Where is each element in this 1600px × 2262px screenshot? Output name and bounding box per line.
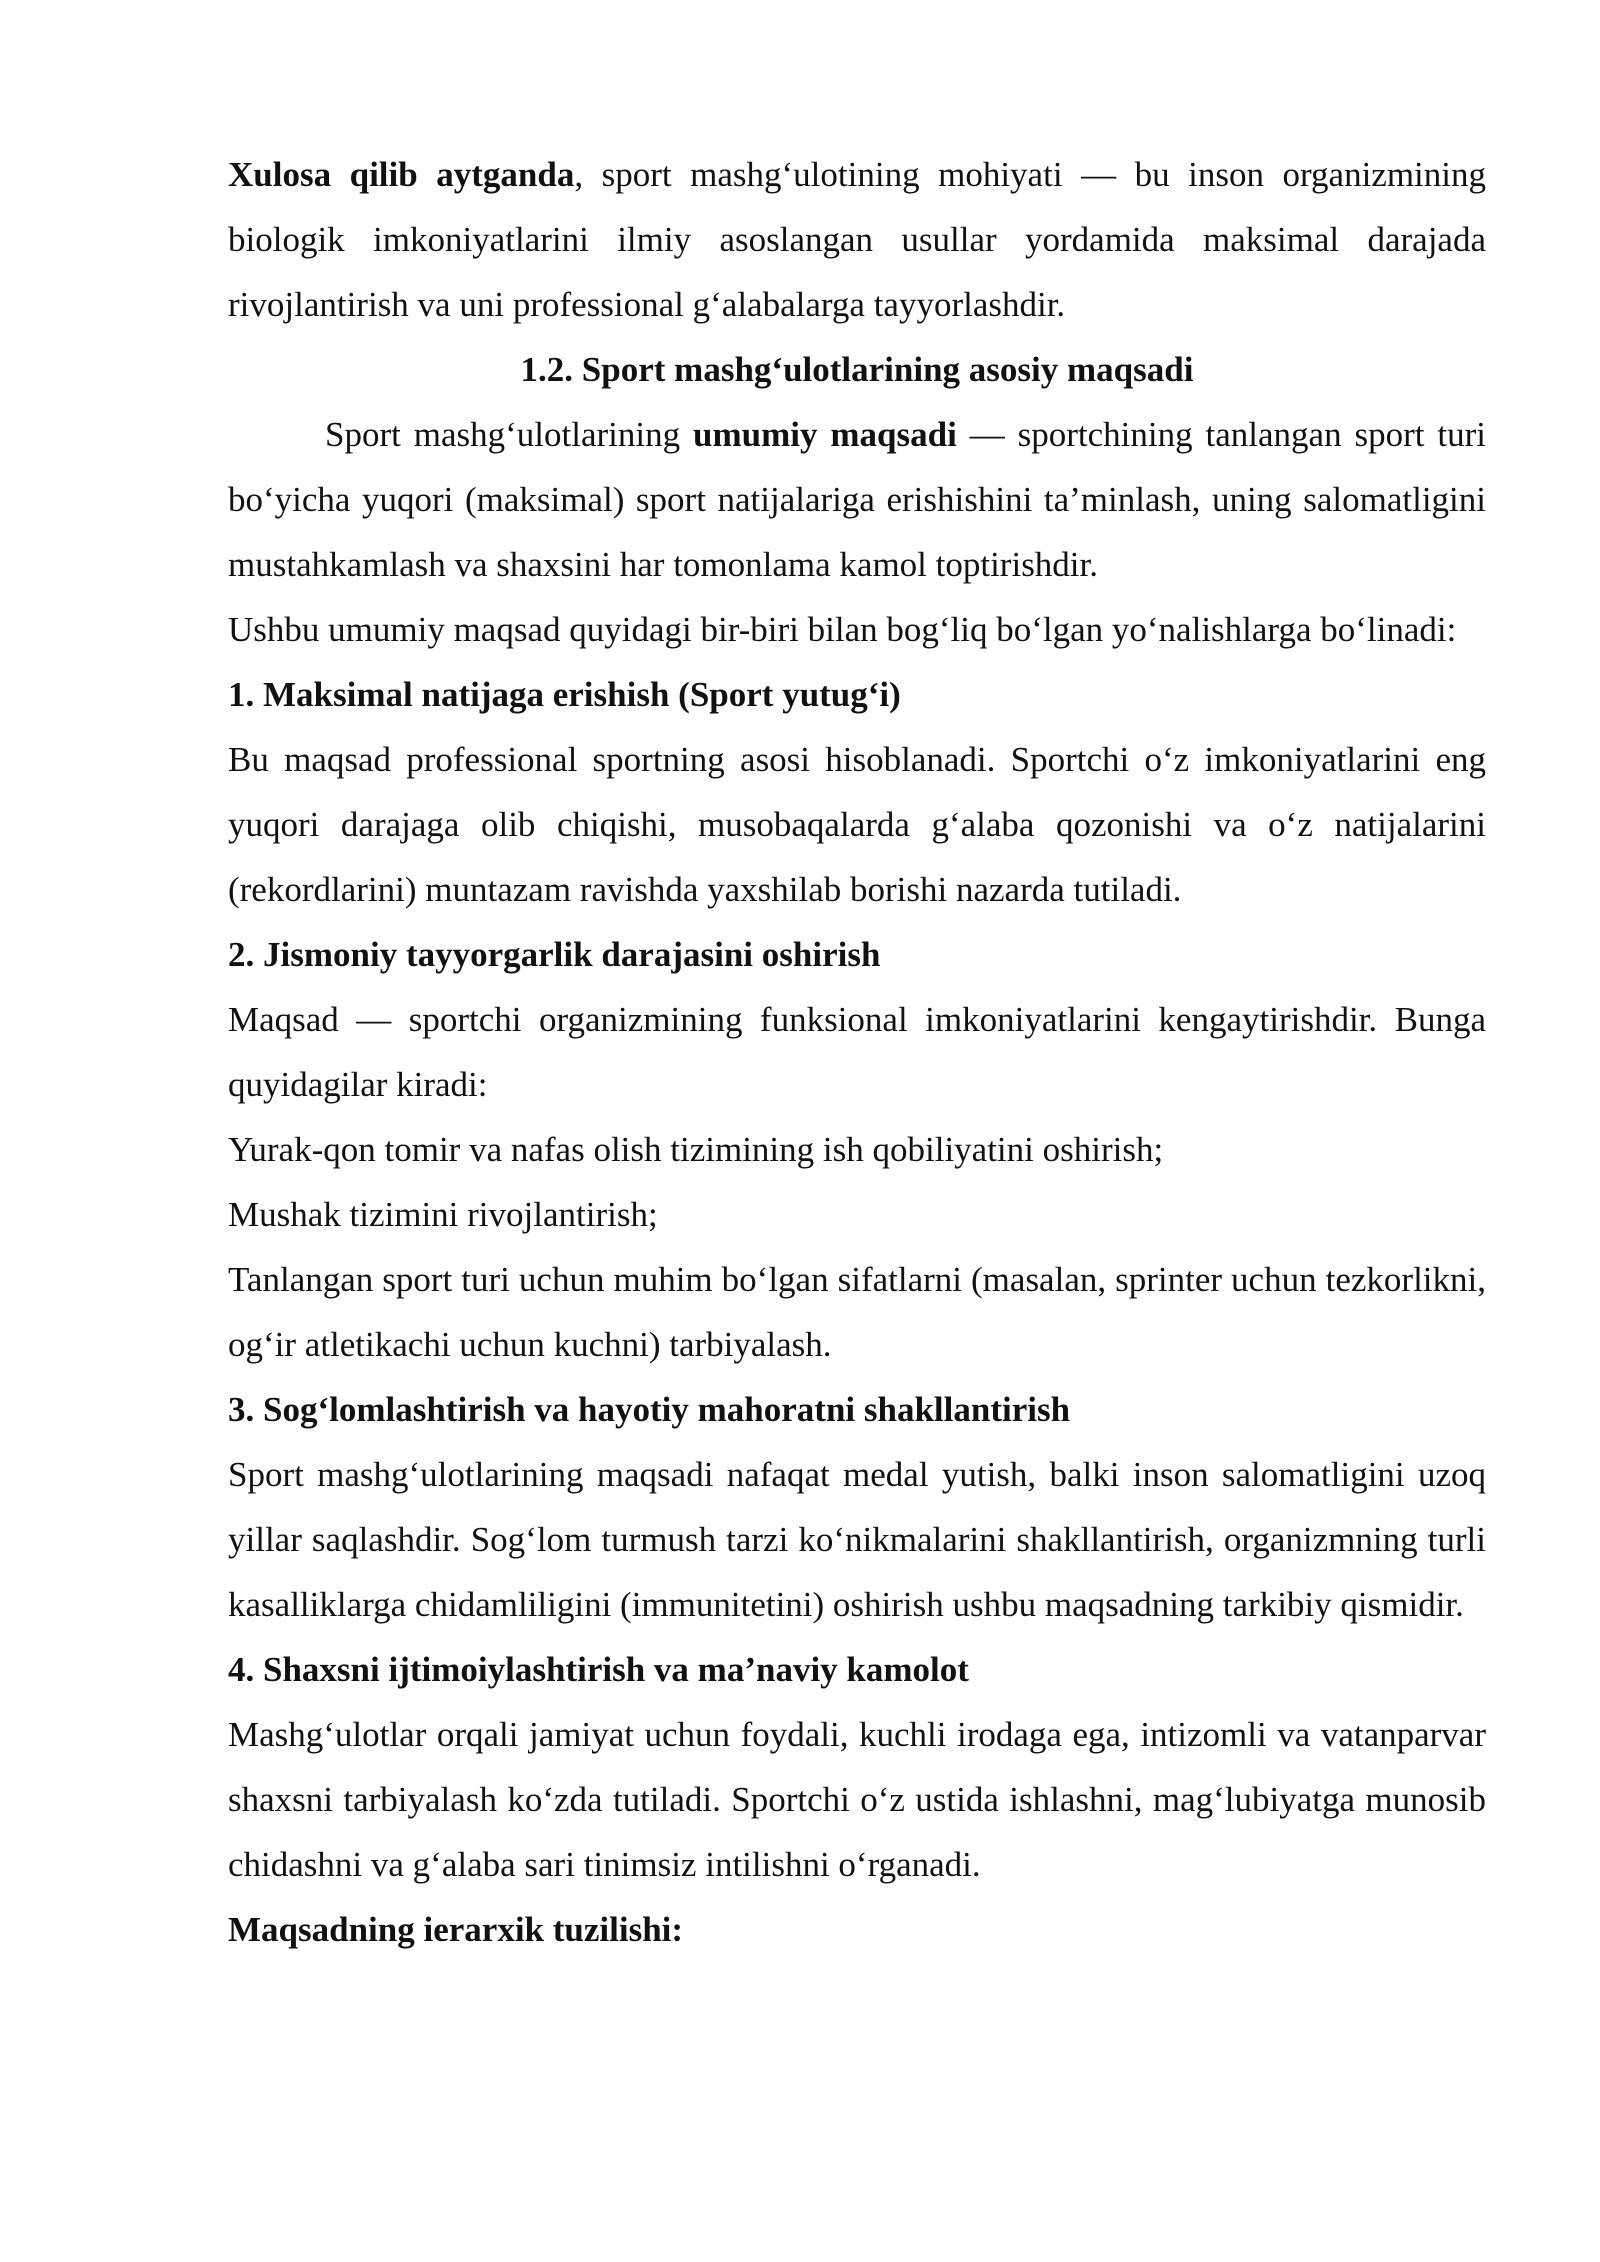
document-page (228, 142, 1486, 1962)
goal-2-list-item: Yurak-qon tomir va nafas olish tizimining ish qobiliyatini oshirish; (228, 1130, 1164, 1169)
goal-3-heading: 3. Sog‘lomlashtirish va hayotiy mahoratni shakllantirish (228, 1390, 1071, 1429)
general-goal-after: — sportchining tanlangan sport turi bo‘yicha yuqori (maksimal) sport natijalariga erishishini ta’minlash, uning salomatligini mustahkamlash va shaxsini har tomonlama kamol toptirishdir. (228, 415, 1486, 584)
goal-2-list-item: Tanlangan sport turi uchun muhim bo‘lgan sifatlarni (masalan, sprinter uchun tezkorlikni, og‘ir atletikachi uchun kuchni) tarbiyalash. (228, 1260, 1486, 1364)
general-goal-bold: umumiy maqsadi (693, 415, 957, 454)
intro-paragraph (228, 142, 1486, 337)
closing-heading: Maqsadning ierarxik tuzilishi: (228, 1910, 684, 1949)
division-paragraph: Ushbu umumiy maqsad quyidagi bir-biri bilan bog‘liq bo‘lgan yo‘nalishlarga bo‘linadi: (228, 610, 1457, 649)
goal-2-paragraph: Maqsad — sportchi organizmining funksional imkoniyatlarini kengaytirishdir. Bunga quyidagilar kiradi: (228, 1000, 1486, 1104)
goal-4-heading: 4. Shaxsni ijtimoiylashtirish va ma’naviy kamolot (228, 1650, 969, 1689)
goal-4-paragraph: Mashg‘ulotlar orqali jamiyat uchun foydali, kuchli irodaga ega, intizomli va vatanparvar shaxsni tarbiyalash ko‘zda tutiladi. Sportchi o‘z ustida ishlashni, mag‘lubiyatga munosib chidashni va g‘alaba sari tinimsiz intilishni o‘rganadi. (228, 1715, 1486, 1884)
section-title: 1.2. Sport mashg‘ulotlarining asosiy maqsadi (520, 350, 1194, 389)
intro-bold-lead: Xulosa qilib aytganda (228, 155, 575, 194)
general-goal-paragraph (228, 402, 1486, 597)
goal-3-paragraph: Sport mashg‘ulotlarining maqsadi nafaqat medal yutish, balki inson salomatligini uzoq yillar saqlashdir. Sog‘lom turmush tarzi ko‘nikmalarini shakllantirish, organizmning turli kasalliklarga chidamliligini (immunitetini) oshirish ushbu maqsadning tarkibiy qismidir. (228, 1455, 1486, 1624)
goal-1-paragraph: Bu maqsad professional sportning asosi hisoblanadi. Sportchi o‘z imkoniyatlarini eng yuqori darajaga olib chiqishi, musobaqalarda g‘alaba qozonishi va o‘z natijalarini (rekordlarini) muntazam ravishda yaxshilab borishi nazarda tutiladi. (228, 740, 1486, 909)
goal-1-heading: 1. Maksimal natijaga erishish (Sport yutug‘i) (228, 675, 901, 714)
goal-2-heading: 2. Jismoniy tayyorgarlik darajasini oshirish (228, 935, 881, 974)
intro-text: , sport mashg‘ulotining mohiyati — bu inson organizmining biologik imkoniyatlarini ilmiy asoslangan usullar yordamida maksimal darajada rivojlantirish va uni professional g‘alabalarga tayyorlashdir. (228, 155, 1486, 324)
general-goal-before: Sport mashg‘ulotlarining (325, 415, 694, 454)
goal-2-list-item: Mushak tizimini rivojlantirish; (228, 1195, 658, 1234)
